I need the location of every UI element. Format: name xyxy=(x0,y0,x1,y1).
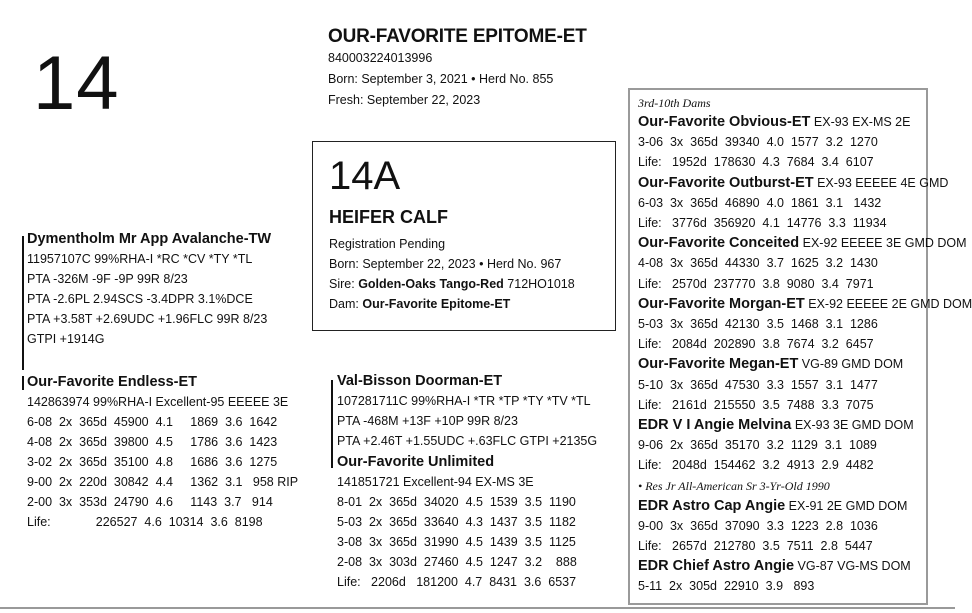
dam-sire-line: PTA +2.46T +1.55UDC +.63FLC GTPI +2135G xyxy=(337,434,598,448)
sire-dam-record: 3-02 2x 365d 35100 4.8 1686 3.6 1275 xyxy=(27,455,278,469)
dam-entry-record: 3-06 3x 365d 39340 4.0 1577 3.2 1270 xyxy=(638,135,878,150)
dam-entry-record: 9-00 3x 365d 37090 3.3 1223 2.8 1036 xyxy=(638,518,878,533)
calf-box xyxy=(312,141,616,331)
dam-entry-life: Life: 2084d 202890 3.8 7674 3.2 6457 xyxy=(638,337,874,352)
dam-entry-name: Our-Favorite Conceited EX-92 EEEEE 3E GMD DOM xyxy=(638,235,967,252)
dam-main-id: 840003224013996 xyxy=(328,51,433,65)
dam-entry-life: Life: 1952d 178630 4.3 7684 3.4 6107 xyxy=(638,155,874,170)
dam-dam-name: Our-Favorite Unlimited xyxy=(337,454,495,470)
calf-dam-line xyxy=(329,294,575,314)
dam-entry-record: 5-10 3x 365d 47530 3.3 1557 3.1 1477 xyxy=(638,377,878,392)
dam-entry-name: EDR Chief Astro Angie VG-87 VG-MS DOM xyxy=(638,558,911,575)
sire-dam-name: Our-Favorite Endless-ET xyxy=(27,374,198,390)
dams-box xyxy=(628,88,972,605)
calf-sire-name: Golden-Oaks Tango-Red xyxy=(358,277,504,291)
dam-entry-name: Our-Favorite Outburst-ET EX-93 EEEEE 4E GMD xyxy=(638,174,949,191)
sire-dam-id: 142863974 99%RHA-I Excellent-95 EEEEE 3E xyxy=(27,395,289,409)
dam-entry-record: 5-11 2x 305d 22910 3.9 893 xyxy=(638,579,815,594)
dam-entry-life: Life: 2048d 154462 3.2 4913 2.9 4482 xyxy=(638,458,874,473)
dam-dam-block xyxy=(337,452,577,592)
dam-entry-life: Life: 2161d 215550 3.5 7488 3.3 7075 xyxy=(638,397,874,412)
dam-sire-name: Val-Bisson Doorman-ET xyxy=(337,373,503,389)
calf-type: HEIFER CALF xyxy=(329,207,448,227)
calf-sire-label: Sire: xyxy=(329,277,355,291)
dam-dam-life: Life: 2206d 181200 4.7 8431 3.6 6537 xyxy=(337,575,577,589)
pedigree-bracket-dam xyxy=(331,380,333,468)
dam-entry-record: 4-08 3x 365d 44330 3.7 1625 3.2 1430 xyxy=(638,256,878,271)
sire-dam-record: 2-00 3x 353d 24790 4.6 1143 3.7 914 xyxy=(27,495,273,509)
sire-dam-block xyxy=(27,372,298,532)
calf-dam-label: Dam: xyxy=(329,297,359,311)
sire-sire-name: Dymentholm Mr App Avalanche-TW xyxy=(27,231,272,247)
sire-sire-line: GTPI +1914G xyxy=(27,332,105,346)
dam-entry-name: Our-Favorite Megan-ET VG-89 GMD DOM xyxy=(638,356,904,373)
sire-sire-block xyxy=(27,229,271,349)
lot-number: 14 xyxy=(33,41,120,126)
sire-dam-record: 4-08 2x 365d 39800 4.5 1786 3.6 1423 xyxy=(27,435,278,449)
dam-main-fresh: Fresh: September 22, 2023 xyxy=(328,93,481,107)
dam-sire-line: 107281711C 99%RHA-I *TR *TP *TY *TV *TL xyxy=(337,394,591,408)
calf-sire-code: 712HO1018 xyxy=(507,277,575,291)
pedigree-bracket-sire xyxy=(22,236,24,370)
page-bottom-rule xyxy=(0,607,955,609)
sire-sire-line: 11957107C 99%RHA-I *RC *CV *TY *TL xyxy=(27,252,253,266)
dam-dam-record: 3-08 3x 365d 31990 4.5 1439 3.5 1125 xyxy=(337,535,576,549)
dam-entry-name: Our-Favorite Morgan-ET EX-92 EEEEE 2E GMD DOM xyxy=(638,295,972,312)
dam-sire-block xyxy=(337,371,597,451)
sire-dam-record: 6-08 2x 365d 45900 4.1 1869 3.6 1642 xyxy=(27,415,278,429)
dam-entry-record: 9-06 2x 365d 35170 3.2 1129 3.1 1089 xyxy=(638,438,877,453)
dam-sire-line: PTA -468M +13F +10P 99R 8/23 xyxy=(337,414,518,428)
calf-born: Born: September 22, 2023 • Herd No. 967 xyxy=(329,257,562,271)
sire-sire-line: PTA -2.6PL 2.94SCS -3.4DPR 3.1%DCE xyxy=(27,292,253,306)
dam-dam-record: 8-01 2x 365d 34020 4.5 1539 3.5 1190 xyxy=(337,495,576,509)
calf-registration: Registration Pending xyxy=(329,237,446,251)
sire-sire-line: PTA -326M -9F -9P 99R 8/23 xyxy=(27,272,188,286)
dam-entry-name: EDR V I Angie Melvina EX-93 3E GMD DOM xyxy=(638,417,914,434)
dam-dam-record: 5-03 2x 365d 33640 4.3 1437 3.5 1182 xyxy=(337,515,576,529)
dam-entry-record: 6-03 3x 365d 46890 4.0 1861 3.1 1432 xyxy=(638,195,882,210)
sire-dam-record: 9-00 2x 220d 30842 4.4 1362 3.1 958 RIP xyxy=(27,475,299,489)
dam-header xyxy=(328,26,587,111)
sire-sire-line: PTA +3.58T +2.69UDC +1.96FLC 99R 8/23 xyxy=(27,312,268,326)
pedigree-bracket-sire-dam xyxy=(22,376,24,390)
dam-entry-award-note: • Res Jr All-American Sr 3-Yr-Old 1990 xyxy=(638,478,830,493)
dams-box-header: 3rd-10th Dams xyxy=(638,96,711,110)
dam-dam-record: 2-08 3x 303d 27460 4.5 1247 3.2 888 xyxy=(337,555,577,569)
dam-entry-life: Life: 3776d 356920 4.1 14776 3.3 11934 xyxy=(638,216,887,231)
calf-lot-number: 14A xyxy=(329,154,401,198)
dam-entry-name: Our-Favorite Obvious-ET EX-93 EX-MS 2E xyxy=(638,114,911,130)
dam-entry-record: 5-03 3x 365d 42130 3.5 1468 3.1 1286 xyxy=(638,317,878,332)
dam-main-born: Born: September 3, 2021 • Herd No. 855 xyxy=(328,72,554,86)
calf-dam-name: Our-Favorite Epitome-ET xyxy=(362,297,511,311)
dam-entry-life: Life: 2657d 212780 3.5 7511 2.8 5447 xyxy=(638,539,873,554)
dam-dam-id: 141851721 Excellent-94 EX-MS 3E xyxy=(337,475,534,489)
dam-entry-life: Life: 2570d 237770 3.8 9080 3.4 7971 xyxy=(638,276,874,291)
sire-dam-life: Life: 226527 4.6 10314 3.6 8198 xyxy=(27,515,263,529)
calf-sire-line xyxy=(329,274,575,294)
dam-entry-name: EDR Astro Cap Angie EX-91 2E GMD DOM xyxy=(638,497,908,514)
dam-main-name: OUR-FAVORITE EPITOME-ET xyxy=(328,26,587,47)
